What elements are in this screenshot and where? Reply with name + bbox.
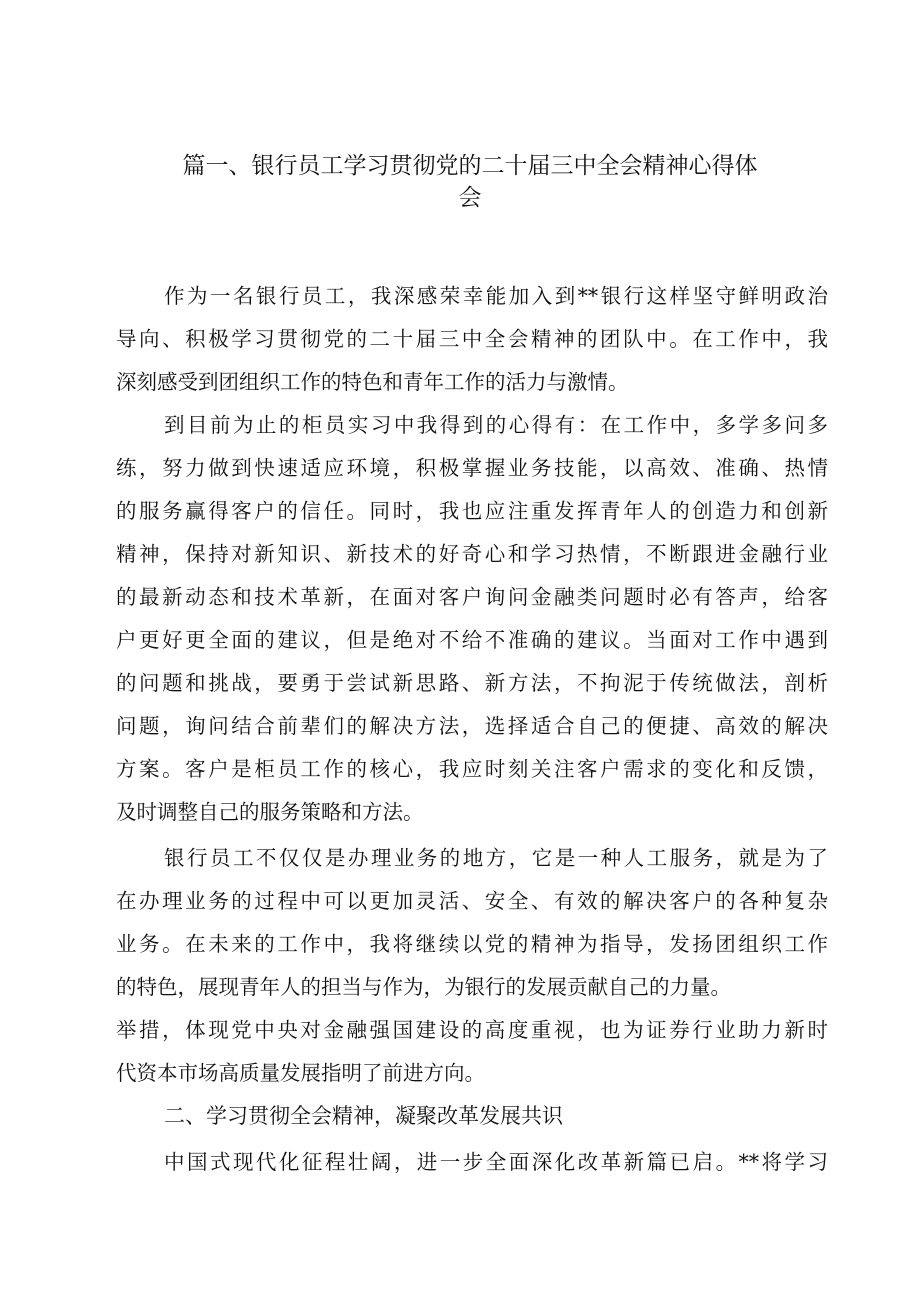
paragraph-1-line-2: 导向、积极学习贯彻党的二十届三中全会精神的团队中。在工作中，我	[116, 327, 828, 351]
paragraph-3-line-6: 代资本市场高质量发展指明了前进方向。	[116, 1061, 485, 1085]
paragraph-2-line-1: 到目前为止的柜员实习中我得到的心得有：在工作中，多学多问多	[164, 413, 828, 437]
title-line-1: 篇一、银行员工学习贯彻党的二十届三中全会精神心得体	[182, 153, 758, 179]
paragraph-3-line-4: 的特色，展现青年人的担当与作为，为银行的发展贡献自己的力量。	[116, 975, 731, 999]
paragraph-2-line-5: 的最新动态和技术革新，在面对客户询问金融类问题时必有答声，给客	[116, 585, 828, 609]
paragraph-2-line-3: 的服务赢得客户的信任。同时，我也应注重发挥青年人的创造力和创新	[116, 499, 828, 523]
paragraph-3-line-5: 举措，体现党中央对金融强国建设的高度重视，也为证券行业助力新时	[116, 1018, 828, 1042]
paragraph-1-line-1: 作为一名银行员工，我深感荣幸能加入到**银行这样坚守鲜明政治	[164, 284, 828, 308]
paragraph-2-line-4: 精神，保持对新知识、新技术的好奇心和学习热情，不断跟进金融行业	[116, 542, 828, 566]
paragraph-3-line-1: 银行员工不仅仅是办理业务的地方，它是一种人工服务，就是为了	[164, 846, 828, 870]
document-title	[150, 150, 790, 214]
paragraph-2-line-9: 方案。客户是柜员工作的核心，我应时刻关注客户需求的变化和反馈，	[116, 757, 828, 781]
paragraph-3-line-3: 业务。在未来的工作中，我将继续以党的精神为指导，发扬团组织工作	[116, 932, 828, 956]
paragraph-2-line-2: 练，努力做到快速适应环境，积极掌握业务技能，以高效、准确、热情	[116, 456, 828, 480]
paragraph-2-line-10: 及时调整自己的服务策略和方法。	[116, 800, 424, 824]
title-line-2: 会	[458, 185, 482, 211]
paragraph-2-line-7: 的问题和挑战，要勇于尝试新思路、新方法，不拘泥于传统做法，剖析	[116, 671, 828, 695]
paragraph-3-line-2: 在办理业务的过程中可以更加灵活、安全、有效的解决客户的各种复杂	[116, 889, 828, 913]
paragraph-1-line-3: 深刻感受到团组织工作的特色和青年工作的活力与激情。	[116, 370, 629, 394]
paragraph-2-line-8: 问题，询问结合前辈们的解决方法，选择适合自己的便捷、高效的解决	[116, 714, 828, 738]
paragraph-2-line-6: 户更好更全面的建议，但是绝对不给不准确的建议。当面对工作中遇到	[116, 628, 828, 652]
section-heading-2: 二、学习贯彻全会精神，凝聚改革发展共识	[164, 1104, 563, 1128]
paragraph-4-line-1: 中国式现代化征程壮阔，进一步全面深化改革新篇已启。**将学习	[164, 1150, 828, 1174]
